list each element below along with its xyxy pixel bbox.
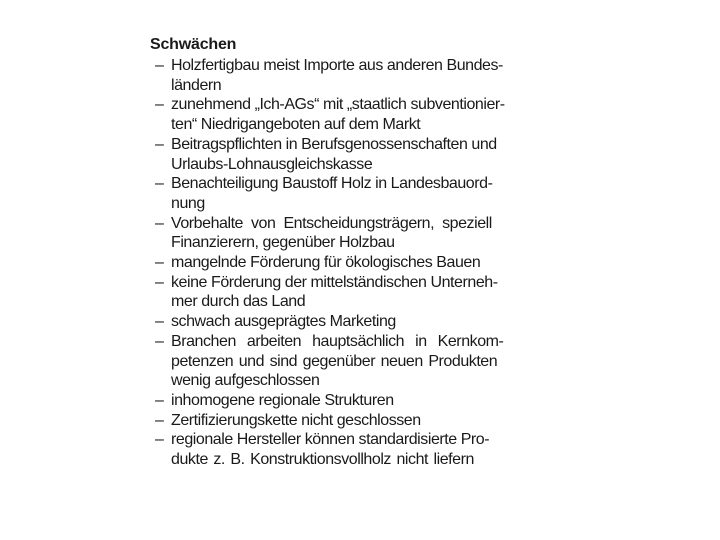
item-line: inhomogene regionale Strukturen [171,391,394,409]
item-line: nung [171,194,205,212]
item-line: petenzen und sind gegenüber neuen Produkten [171,352,498,370]
item-line: mangelnde Förderung für ökologisches Bauen [171,254,481,272]
item-line: regionale Hersteller können standardisierte Pro- [171,431,490,449]
item-line: zunehmend „Ich-AGs“ mit „staatlich subventionier- [171,96,505,114]
bullet-dash: – [155,313,164,331]
document-page [150,35,554,470]
item-line: Branchen arbeiten hauptsächlich in Kernkom- [171,332,504,350]
bullet-dash: – [155,175,164,193]
item-line: ten“ Niedrigangeboten auf dem Markt [171,116,421,134]
item-line: schwach ausgeprägtes Marketing [171,313,396,331]
list-item [150,391,554,411]
bullet-dash: – [155,214,164,232]
item-line: Holzfertigbau meist Importe aus anderen Bundes- [171,57,503,74]
item-line: ländern [171,76,222,94]
item-line: Zertifizierungskette nicht geschlossen [171,411,421,429]
bullet-dash: – [155,96,164,114]
item-line: mer durch das Land [171,293,306,311]
bullet-dash: – [155,57,164,74]
section-heading: Schwächen [150,36,237,53]
item-line: Benachteiligung Baustoff Holz in Landesbauord- [171,175,493,193]
item-line: Beitragspflichten in Berufsgenossenschaften und [171,135,497,153]
list-item [150,174,554,213]
list-item [150,214,554,253]
bullet-dash: – [155,431,164,449]
list-item [150,312,554,332]
item-line: wenig aufgeschlossen [171,372,320,390]
bullet-dash: – [155,411,164,429]
weakness-list [150,56,554,470]
bullet-dash: – [155,332,164,350]
item-line: keine Förderung der mittelständischen Unterneh- [171,273,498,291]
list-item [150,273,554,312]
list-item [150,253,554,273]
list-item [150,95,554,134]
list-item [150,135,554,174]
bullet-dash: – [155,254,164,272]
item-line: dukte z. B. Konstruktionsvollholz nicht liefern [171,451,474,469]
list-item [150,56,554,95]
bullet-dash: – [155,135,164,153]
bullet-dash: – [155,391,164,409]
item-line: Finanzierern, gegenüber Holzbau [171,234,395,252]
item-line: Vorbehalte von Entscheidungsträgern, speziell [171,214,492,232]
item-line: Urlaubs-Lohnausgleichskasse [171,155,373,173]
list-item [150,430,554,469]
list-item [150,411,554,431]
bullet-dash: – [155,273,164,291]
list-item [150,332,554,391]
